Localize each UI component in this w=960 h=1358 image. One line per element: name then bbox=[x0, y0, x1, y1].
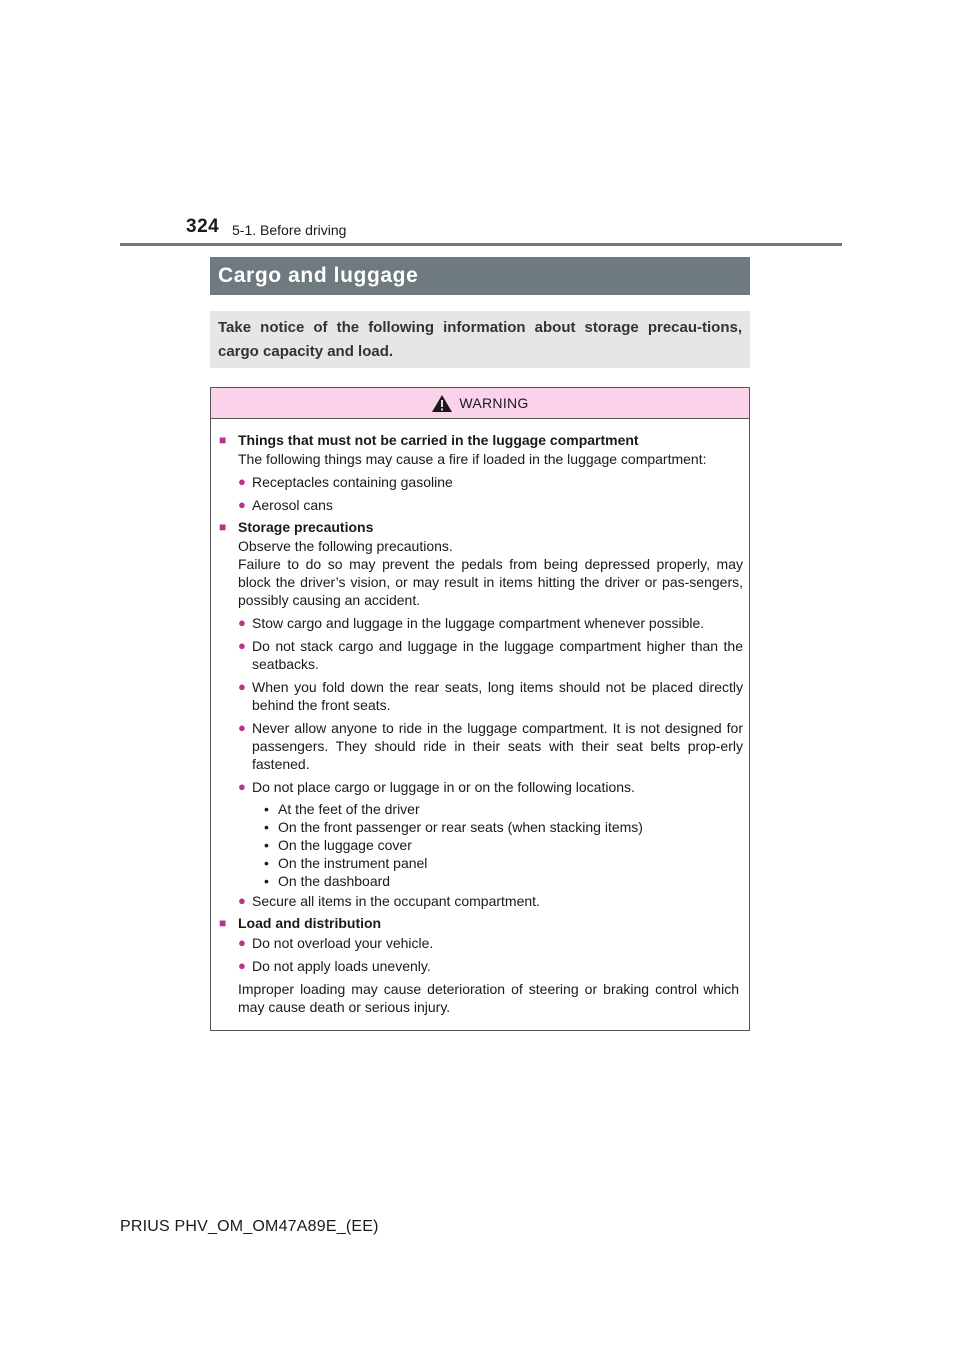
circle-bullet-icon: ● bbox=[238, 615, 246, 630]
list-item: ● Aerosol cans bbox=[238, 497, 333, 513]
footer-document-code: PRIUS PHV_OM_OM47A89E_(EE) bbox=[120, 1218, 379, 1235]
warning-label: WARNING bbox=[459, 395, 529, 411]
location-item: • At the feet of the driver bbox=[264, 801, 420, 817]
list-item: ● Do not overload your vehicle. bbox=[238, 935, 434, 951]
circle-bullet-icon: ● bbox=[238, 474, 246, 489]
title-bar bbox=[210, 257, 750, 295]
location-list bbox=[219, 800, 743, 890]
warning-triangle-icon bbox=[431, 394, 453, 413]
circle-bullet-icon: ● bbox=[238, 958, 246, 973]
circle-bullet-icon: ● bbox=[238, 679, 246, 694]
square-bullet-icon: ■ bbox=[219, 433, 227, 447]
circle-bullet-icon: ● bbox=[238, 779, 246, 794]
circle-bullet-icon: ● bbox=[238, 638, 246, 653]
warning-header bbox=[211, 388, 749, 419]
list-item: ● Receptacles containing gasoline bbox=[238, 474, 453, 490]
header-divider bbox=[120, 243, 842, 246]
list-item: ● Do not stack cargo and luggage in the luggage compartment higher than the seatbacks. bbox=[238, 638, 743, 672]
warning-body bbox=[211, 419, 749, 1016]
square-bullet-icon: ■ bbox=[219, 916, 227, 930]
section-heading: ■ Storage precautions bbox=[219, 519, 374, 535]
list-item: ● Never allow anyone to ride in the luggage compartment. It is not designed for passengers. They should ride in their seats with their seat belts prop-erly fastened. bbox=[238, 720, 743, 772]
circle-bullet-icon: ● bbox=[238, 497, 246, 512]
section-heading: ■ Things that must not be carried in the luggage compartment bbox=[219, 432, 639, 448]
section-label: 5-1. Before driving bbox=[232, 222, 347, 238]
circle-bullet-icon: ● bbox=[238, 935, 246, 950]
location-item: • On the front passenger or rear seats (when stacking items) bbox=[264, 819, 643, 835]
circle-bullet-icon: ● bbox=[238, 720, 246, 735]
section-text: The following things may cause a fire if loaded in the luggage compartment: bbox=[238, 451, 707, 467]
page-number: 324 bbox=[186, 216, 220, 237]
location-item: • On the instrument panel bbox=[264, 855, 428, 871]
section-heading: ■ Load and distribution bbox=[219, 915, 382, 931]
list-item: ● Do not place cargo or luggage in or on the following locations. bbox=[238, 779, 635, 795]
list-item: ● Secure all items in the occupant compartment. bbox=[238, 893, 540, 909]
section-text: Improper loading may cause deterioration of steering or braking control which may cause death or serious injury. bbox=[238, 981, 739, 1015]
location-item: • On the luggage cover bbox=[264, 837, 412, 853]
list-item: ● Stow cargo and luggage in the luggage compartment whenever possible. bbox=[238, 615, 705, 631]
intro-box bbox=[210, 311, 750, 368]
warning-box bbox=[210, 387, 750, 1031]
page-title: Cargo and luggage bbox=[218, 264, 419, 287]
intro-text: Take notice of the following information about storage precau-tions, cargo capacity and load. bbox=[218, 319, 742, 360]
square-bullet-icon: ■ bbox=[219, 520, 227, 534]
list-item: ● Do not apply loads unevenly. bbox=[238, 958, 431, 974]
location-item: • On the dashboard bbox=[264, 873, 391, 889]
circle-bullet-icon: ● bbox=[238, 893, 246, 908]
list-item: ● When you fold down the rear seats, long items should not be placed directly behind the front seats. bbox=[238, 679, 743, 713]
section-text: Failure to do so may prevent the pedals from being depressed properly, may block the driver’s vision, or may result in items hitting the driver or pas-sengers, possibly causing an accident. bbox=[238, 556, 743, 608]
section-text: Observe the following precautions. bbox=[238, 538, 453, 554]
